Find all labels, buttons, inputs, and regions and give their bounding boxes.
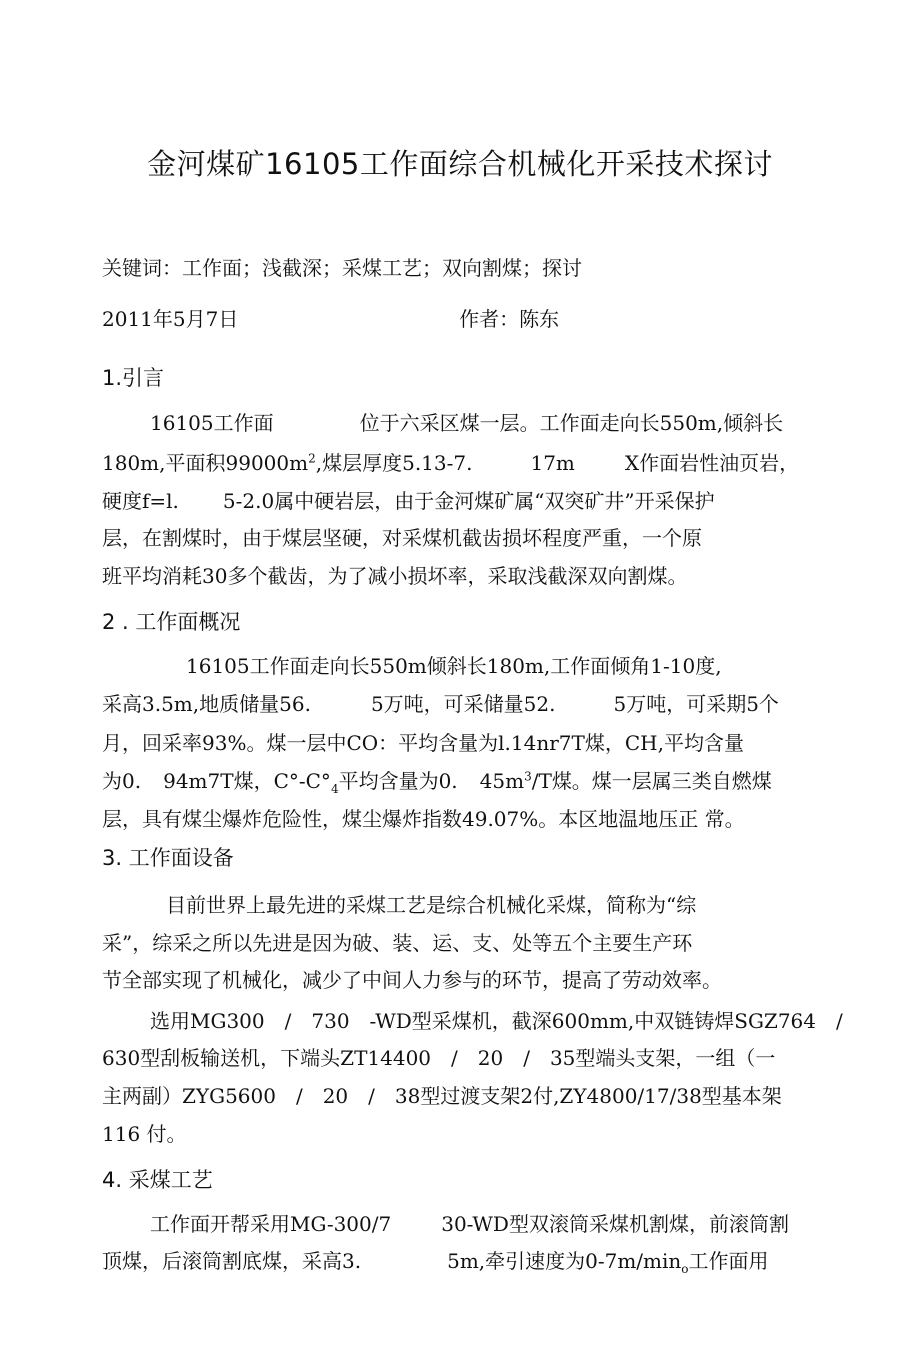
paragraph-line: 为0. 94m7T煤，$C^\circ-C^\circ_4$平均含量为0. $45m^3/T$煤。煤一层属三类自燃煤 bbox=[102, 769, 772, 796]
paragraph-line: 顶煤，后滚筒割底煤，采高3. 5m,牵引速度为$0-7m/\min_o$工作面用 bbox=[102, 1249, 769, 1276]
paragraph-line: 选用MG300 / 730 -WD型采煤机，截深600mm,中双链铸焊SGZ764 / bbox=[150, 1009, 843, 1033]
paragraph-line: 目前世界上最先进的采煤工艺是综合机械化采煤，简称为“综 bbox=[166, 893, 697, 917]
publish-date: 2011年5月7日 bbox=[102, 307, 239, 331]
paragraph-line: 主两副）ZYG5600 / 20 / 38型过渡支架2付,ZY4800/17/38型基本架 bbox=[102, 1084, 782, 1108]
section-heading: 4. 采煤工艺 bbox=[102, 1168, 213, 1192]
paragraph-line: 16105工作面走向长550m倾斜长180m,工作面倾角1-10度, bbox=[186, 654, 722, 678]
paragraph-line: 班平均消耗30多个截齿，为了减小损坏率，采取浅截深双向割煤。 bbox=[102, 564, 688, 588]
section-heading: 2 . 工作面概况 bbox=[102, 610, 241, 634]
paragraph-line: 180m,平面积$99000m^2$,煤层厚度5.13-7. 17m X作面岩性油页岩， bbox=[102, 451, 800, 475]
keywords-line: 关键词：工作面；浅截深；采煤工艺；双向割煤；探讨 bbox=[102, 256, 582, 280]
paragraph-line: 采高3.5m,地质储量56. 5万吨，可采储量52. 5万吨，可采期5个 bbox=[102, 692, 779, 716]
paragraph-line: 硬度f=l. 5-2.0属中硬岩层，由于金河煤矿属“双突矿井”开采保护 bbox=[102, 489, 715, 513]
paragraph-line: 层，在割煤时，由于煤层坚硬，对采煤机截齿损坏程度严重，一个原 bbox=[102, 526, 702, 550]
date-author-line bbox=[102, 309, 559, 329]
paragraph-line: 节全部实现了机械化，减少了中间人力参与的环节，提高了劳动效率。 bbox=[102, 968, 722, 992]
paragraph-line: 116 付。 bbox=[102, 1122, 187, 1146]
paragraph-line: 层，具有煤尘爆炸危险性，煤尘爆炸指数49.07%。本区地温地压正 常。 bbox=[102, 807, 745, 831]
section-heading: 1.引言 bbox=[102, 366, 165, 390]
document-title: 金河煤矿16105工作面综合机械化开采技术探讨 bbox=[147, 147, 773, 181]
author: 作者：陈东 bbox=[459, 307, 560, 331]
paragraph-line: 工作面开帮采用MG-300/7 30-WD型双滚筒采煤机割煤，前滚筒割 bbox=[150, 1212, 789, 1236]
section-heading: 3. 工作面设备 bbox=[102, 846, 234, 870]
paragraph-line: 采”，综采之所以先进是因为破、装、运、支、处等五个主要生产环 bbox=[102, 931, 693, 955]
paragraph-line: 16105工作面 位于六采区煤一层。工作面走向长550m,倾斜长 bbox=[150, 411, 784, 435]
paragraph-line: 630型刮板输送机，下端头ZT14400 / 20 / 35型端头支架，一组（一 bbox=[102, 1046, 776, 1070]
paragraph-line: 月，回采率93%。煤一层中CO：平均含量为l.14nr7T煤，CH,平均含量 bbox=[102, 731, 744, 755]
